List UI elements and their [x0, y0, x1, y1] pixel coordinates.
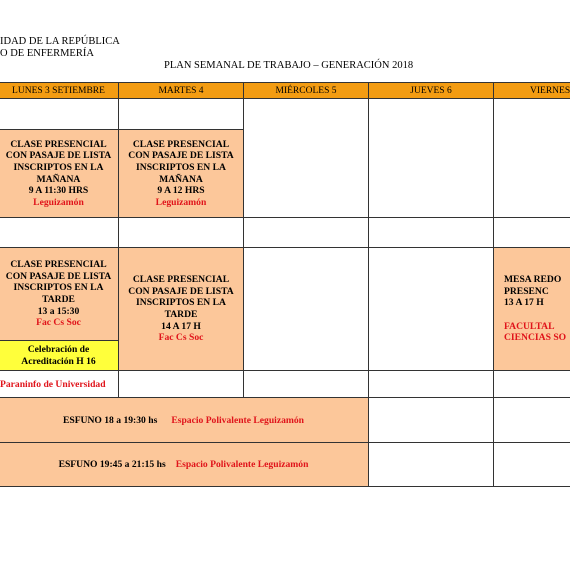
block-esfuno-2: ESFUNO 19:45 a 21:15 hs Espacio Polivalente Leguizamón — [0, 442, 369, 487]
cell-tue-gap — [118, 217, 244, 248]
cell-thu-morning — [368, 98, 494, 218]
block-monday-morning: CLASE PRESENCIAL CON PASAJE DE LISTA INSCRIPTOS EN LA MAÑANA 9 A 11:30 HRS Leguizamón — [0, 129, 119, 218]
day-header-tuesday: MARTES 4 — [118, 82, 244, 99]
cell-tue-paraninfo — [118, 370, 244, 398]
block-esfuno-1: ESFUNO 18 a 19:30 hs Espacio Polivalente Leguizamón — [0, 397, 369, 443]
block-friday-afternoon: MESA REDO PRESENC 13 A 17 H FACULTAL CIENCIAS SO — [493, 247, 570, 371]
institution-line-1: IDAD DE LA REPÚBLICA — [0, 36, 120, 47]
paraninfo-label: Paraninfo de Universidad — [0, 378, 106, 390]
cell-wed-afternoon — [243, 247, 369, 371]
cell-wed-paraninfo — [243, 370, 369, 398]
cell-fri-paraninfo — [493, 370, 570, 398]
cell-thu-afternoon — [368, 247, 494, 371]
cell-fri-gap — [493, 217, 570, 248]
cell-mon-gap — [0, 217, 119, 248]
cell-fri-esfuno2 — [493, 442, 570, 487]
cell-thu-paraninfo — [368, 370, 494, 398]
day-header-wednesday: MIÉRCOLES 5 — [243, 82, 369, 99]
plan-title: PLAN SEMANAL DE TRABAJO – GENERACIÓN 2018 — [164, 60, 414, 71]
block-celebration: Celebración de Acreditación H 16 — [0, 340, 119, 371]
cell-fri-morning — [493, 98, 570, 218]
institution-line-2: O DE ENFERMERÍA — [0, 48, 94, 59]
cell-wed-gap — [243, 217, 369, 248]
cell-thu-esfuno2 — [368, 442, 494, 487]
cell-tue-r1 — [118, 98, 244, 130]
day-header-thursday: JUEVES 6 — [368, 82, 494, 99]
block-monday-afternoon: CLASE PRESENCIAL CON PASAJE DE LISTA INSCRIPTOS EN LA TARDE 13 a 15:30 Fac Cs Soc — [0, 247, 119, 341]
day-header-friday: VIERNES — [493, 82, 570, 99]
cell-thu-gap — [368, 217, 494, 248]
block-tuesday-morning: CLASE PRESENCIAL CON PASAJE DE LISTA INSCRIPTOS EN LA MAÑANA 9 A 12 HRS Leguizamón — [118, 129, 244, 218]
block-tuesday-afternoon: CLASE PRESENCIAL CON PASAJE DE LISTA INSCRIPTOS EN LA TARDE 14 A 17 H Fac Cs Soc — [118, 247, 244, 371]
cell-fri-esfuno1 — [493, 397, 570, 443]
day-header-monday: LUNES 3 SETIEMBRE — [0, 82, 119, 99]
cell-paraninfo — [0, 370, 119, 398]
cell-mon-r1 — [0, 98, 119, 130]
cell-thu-esfuno1 — [368, 397, 494, 443]
cell-wed-morning — [243, 98, 369, 218]
